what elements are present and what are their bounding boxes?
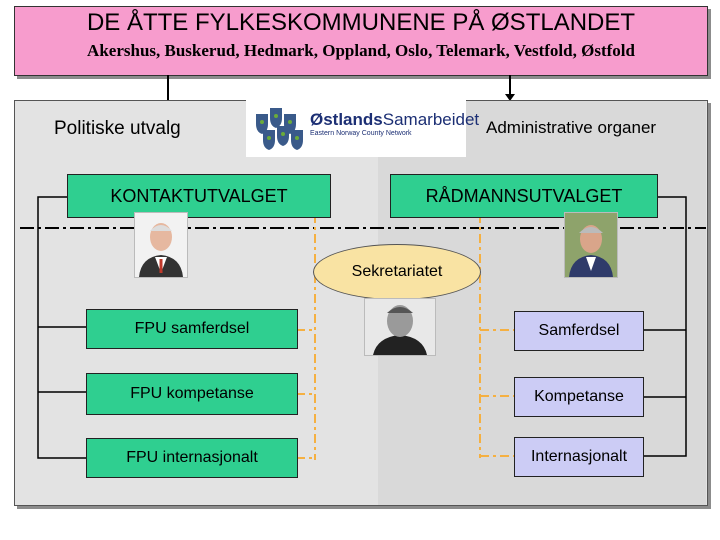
- header-subtitle: Akershus, Buskerud, Hedmark, Oppland, Oslo, Telemark, Vestfold, Østfold: [87, 41, 635, 60]
- admin-box: Internasjonalt: [514, 437, 644, 477]
- admin-box: Kompetanse: [514, 377, 644, 417]
- person-icon: [135, 213, 187, 277]
- header-title: DE ÅTTE FYLKESKOMMUNENE PÅ ØSTLANDET: [86, 9, 636, 36]
- kontaktutvalget-box: KONTAKTUTVALGET: [67, 174, 331, 218]
- fpu-box: FPU kompetanse: [86, 373, 298, 415]
- portrait-photo-left: [134, 212, 188, 278]
- portrait-photo-right: [564, 212, 618, 278]
- fpu-box: FPU internasjonalt: [86, 438, 298, 478]
- person-icon: [565, 213, 617, 277]
- radmannsutvalget-box: RÅDMANNSUTVALGET: [390, 174, 658, 218]
- logo-name-bold: Østlands: [310, 110, 383, 129]
- politiske-utvalg-label: Politiske utvalg: [54, 118, 181, 139]
- fpu-box: FPU samferdsel: [86, 309, 298, 349]
- administrative-organer-label: Administrative organer: [486, 118, 657, 137]
- portrait-photo-center: [364, 298, 436, 356]
- person-icon: [365, 299, 435, 355]
- admin-box: Samferdsel: [514, 311, 644, 351]
- sekretariatet-ellipse: Sekretariatet: [313, 244, 481, 300]
- logo-name-rest: Samarbeidet: [382, 110, 480, 129]
- logo-tagline: Eastern Norway County Network: [310, 130, 412, 137]
